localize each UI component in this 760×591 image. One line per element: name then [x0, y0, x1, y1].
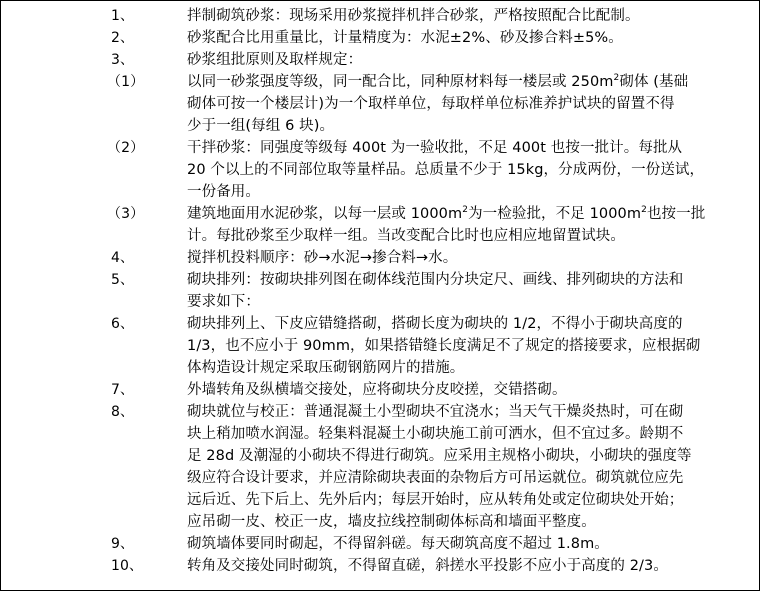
document-line: [1, 555, 759, 577]
document-line: [1, 27, 759, 49]
document-line-continuation: [1, 357, 759, 379]
list-marker: 7、: [111, 382, 135, 398]
line-text: 要求如下：: [187, 294, 260, 310]
line-text: 拌制砌筑砂浆：现场采用砂浆搅拌机拌合砂浆，严格按照配合比配制。: [187, 8, 640, 24]
document-line: [1, 71, 759, 93]
document-line: [1, 269, 759, 291]
line-text: 砌块排列上、下皮应错缝搭砌，搭砌长度为砌块的 1/2，不得小于砌块高度的: [187, 316, 683, 332]
document-line-continuation: [1, 93, 759, 115]
line-text: 外墙转角及纵横墙交接处，应将砌块分皮咬搓，交错搭砌。: [187, 382, 567, 398]
document-line: [1, 379, 759, 401]
list-marker: 4、: [111, 250, 135, 266]
document-line: [1, 137, 759, 159]
list-marker: 8、: [111, 404, 135, 420]
line-text: 干拌砂浆：同强度等级每 400t 为一验收批，不足 400t 也按一批计。每批从: [187, 140, 683, 156]
document-line-continuation: [1, 225, 759, 247]
document-line: [1, 5, 759, 27]
document-line-continuation: [1, 181, 759, 203]
line-text: 建筑地面用水泥砂浆，以每一层或 $1000m^2$为一检验批，不足 $1000m^2$也按一批: [187, 205, 706, 222]
line-text: 一份备用。: [187, 184, 260, 200]
line-text: 搅拌机投料顺序：砂→水泥→掺合料→水。: [187, 250, 458, 266]
line-text: 应吊砌一皮、校正一皮，墙皮拉线控制砌体标高和墙面平整度。: [187, 514, 596, 530]
document-line-continuation: [1, 423, 759, 445]
document-line-continuation: [1, 467, 759, 489]
document-line-continuation: [1, 335, 759, 357]
line-text: 足 28d 及潮湿的小砌块不得进行砌筑。应采用主规格小砌块，小砌块的强度等: [187, 448, 692, 464]
document-line: [1, 401, 759, 423]
document-line-continuation: [1, 159, 759, 181]
document-line: [1, 533, 759, 555]
list-marker: （2）: [107, 140, 145, 156]
line-text: 砌块排列：按砌块排列图在砌体线范围内分块定尺、画线、排列砌块的方法和: [187, 272, 684, 288]
line-text: 砌体可按一个楼层计)为一个取样单位，每取样单位标准养护试块的留置不得: [187, 96, 675, 112]
line-text: 20 个以上的不同部位取等量样品。总质量不少于 15kg，分成两份，一份送试，: [187, 162, 705, 178]
list-marker: 1、: [111, 8, 135, 24]
document-line: [1, 247, 759, 269]
document-line-continuation: [1, 511, 759, 533]
document-line-continuation: [1, 445, 759, 467]
list-marker: 10、: [111, 558, 144, 574]
document-body: [1, 1, 759, 577]
list-marker: （3）: [107, 206, 145, 222]
document-line-continuation: [1, 115, 759, 137]
line-text: 砌筑墙体要同时砌起，不得留斜磋。每天砌筑高度不超过 1.8m。: [187, 536, 609, 552]
list-marker: 2、: [111, 30, 135, 46]
list-marker: 6、: [111, 316, 135, 332]
line-text: 计。每批砂浆至少取样一组。当改变配合比时也应相应地留置试块。: [187, 228, 625, 244]
list-marker: （1）: [107, 74, 145, 90]
line-text: 砌块就位与校正：普通混凝土小型砌块不宜浇水；当天气干燥炎热时，可在砌: [187, 404, 684, 420]
line-text: 砂浆配合比用重量比，计量精度为：水泥±2%、砂及掺合料±5%。: [187, 30, 623, 46]
line-text: 1/3，也不应小于 90mm，如果搭错缝长度满足不了规定的搭接要求，应根据砌: [187, 338, 701, 354]
document-line: [1, 49, 759, 71]
document-line: [1, 203, 759, 225]
document-line-continuation: [1, 489, 759, 511]
line-text: 级应符合设计要求，并应清除砌块表面的杂物后方可吊运就位。砌筑就位应先: [187, 470, 684, 486]
line-text: 转角及交接处同时砌筑，不得留直磋，斜搓水平投影不应小于高度的 2/3。: [187, 558, 668, 574]
line-text: 体构造设计规定采取压砌钢筋网片的措施。: [187, 360, 465, 376]
line-text: 少于一组(每组 6 块)。: [187, 118, 335, 134]
line-text: 砂浆组批原则及取样规定：: [187, 52, 363, 68]
list-marker: 3、: [111, 52, 135, 68]
document-line-continuation: [1, 291, 759, 313]
line-text: 远后近、先下后上、先外后内；每层开始时，应从转角处或定位砌块处开始；: [187, 492, 684, 508]
line-text: 以同一砂浆强度等级，同一配合比，同种原材料每一楼层或 $250m^2$砌体 (基础: [187, 73, 689, 90]
list-marker: 9、: [111, 536, 135, 552]
document-line: [1, 313, 759, 335]
list-marker: 5、: [111, 272, 135, 288]
line-text: 块上稍加喷水润湿。轻集料混凝土小砌块施工前可洒水，但不宜过多。龄期不: [187, 426, 684, 442]
